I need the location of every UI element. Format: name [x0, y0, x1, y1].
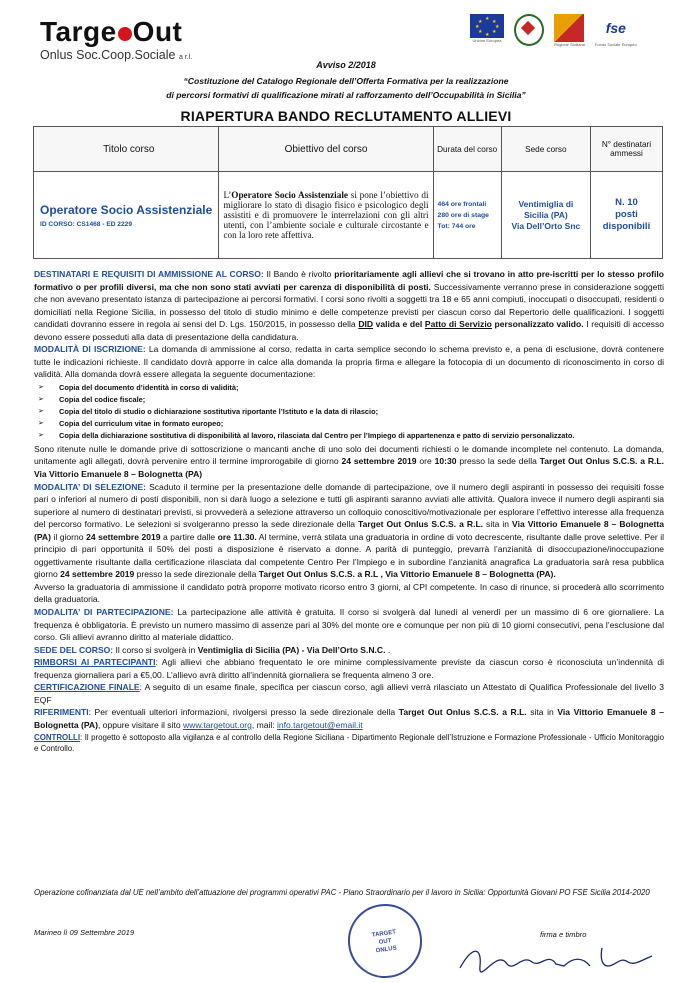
duration-stage: 280 ore di stage — [437, 211, 489, 219]
header-obiettivo: Obiettivo del corso — [219, 127, 433, 172]
nullita-text-1: Sono ritenute nulle le domande prive di sottoscrizione o mancanti anche di uno solo dei documenti richiesti o le domande incomplete nel contenuto. La domanda, unitamente agli allegati, dovrà pervenire entro il termine improrogabile di giorno — [34, 443, 664, 467]
logo-brand-post: Out — [132, 16, 183, 47]
table-row — [34, 172, 663, 259]
documents-list — [34, 383, 664, 441]
page-title: RIAPERTURA BANDO RECLUTAMENTO ALLIEVI — [180, 108, 512, 124]
certificazione-label: CERTIFICAZIONE FINALE — [34, 682, 140, 693]
rimborsi-label: RIMBORSI AI PARTECIPANTI — [34, 657, 156, 668]
duration-frontali: 464 ore frontali — [437, 200, 487, 208]
iscrizione-label: MODALITÀ DI ISCRIZIONE: — [34, 344, 146, 355]
stamp-line-3: ONLUS — [375, 945, 398, 955]
handwritten-signature — [452, 936, 662, 976]
italian-republic-logo — [514, 14, 544, 46]
deadline-time: 10:30 — [434, 456, 457, 467]
selezione-label: MODALITA’ DI SELEZIONE: — [34, 481, 146, 492]
sede-line-1: Ventimiglia di — [518, 198, 574, 209]
partecipazione-text: La partecipazione alle attività è gratuita. Il corso si svolgerà dal lunedì al venerdì per un massimo di 6 ore giornaliere. La frequenza è obbligatoria. È previsto un numero massimo di assenze pari al 30% del monte ore e comunque per non più di 10 giorni consecutivi, pena l’esclusione dal corso. Gli allievi avranno diritto al materiale didattico. — [34, 607, 664, 643]
selezione-bold-2: Via Vittorio Emanuele 8 – Bolognetta (PA) — [34, 519, 665, 542]
announcement-body — [34, 268, 664, 754]
selezione-text-5: Al termine, verrà stilata una graduatoria in ordine di voto decrescente, risultante dalle prove selettive. Per il principio di pari opportunità il 50% dei posti a disposizione è riservato a donne. A parità di punteggio, prevarrà l’anzianità di disoccupazione/inoccupazione oggettivamente risultante dalla certificazione rilasciata dal competente Centro Per l’Impiego e in subordine l’anzianità anagrafica La graduatoria sarà resa pubblica giorno — [34, 531, 664, 580]
riferimenti-bold-1: Target Out Onlus S.C.S. a R.L. — [398, 707, 527, 718]
selezione-bold-6: Target Out Onlus S.C.S. a R.L , Via Vittorio Emanuele 8 – Bolognetta (PA). — [258, 569, 556, 580]
logo-brand-pre: Targe — [40, 16, 117, 47]
section-controlli — [34, 732, 664, 754]
stamp-line-1: TARGET — [371, 929, 397, 939]
sicily-region-emblem-icon — [554, 14, 584, 42]
section-destinatari — [34, 268, 664, 343]
sicily-region-logo — [554, 14, 585, 47]
cell-posti — [590, 172, 662, 259]
place-date: Marineo lì 09 Settembre 2019 — [34, 928, 135, 937]
sede-label: SEDE DEL CORSO: — [34, 644, 114, 655]
objective-text: si pone l’obiettivo di migliorare lo stato di disagio fisico e psicologico degli assistiti e di promuovere le interrelazioni con gli altri utenti, con l’ambiente sociale e culturale circostante e con la loro rete affettiva. — [223, 190, 429, 240]
course-table — [33, 126, 663, 259]
course-title: Operatore Socio Assistenziale — [40, 202, 213, 217]
certificazione-text: : A seguito di un esame finale, specifica per ciascun corso, agli allievi verrà rilasciato un Attestato di Qualifica Professionale del livello 3 EQF — [34, 682, 664, 705]
controlli-text: : Il progetto è sottoposto alla vigilanza e al controllo della Regione Siciliana - Dipartimento Regionale dell’Istruzione e Formazione Professionale - Ufficio Monitoraggio e Controllo. — [34, 732, 664, 753]
duration-total: Tot: 744 ore — [437, 222, 476, 230]
section-sede — [34, 644, 664, 657]
signature-label: firma e timbro — [540, 930, 587, 939]
sede-bold: Ventimiglia di Sicilia (PA) - Via Dell’Orto S.N.C. — [197, 644, 386, 655]
header-durata: Durata del corso — [433, 127, 501, 172]
section-rimborsi — [34, 656, 664, 681]
table-header-row — [34, 127, 663, 172]
stamp-text — [349, 925, 422, 959]
list-item: ➢ Copia della dichiarazione sostitutiva di disponibilità al lavoro, rilasciata dal Centro per l’Impiego di appartenenza e patto di servizio personalizzato. — [34, 431, 664, 441]
selezione-bold-1: Target Out Onlus S.C.S. a R.L. — [358, 519, 484, 530]
eu-flag-icon: ★ ★ ★ ★ ★ ★ ★ ★ — [470, 14, 504, 38]
selezione-bold-3: 24 settembre 2019 — [86, 531, 161, 542]
riferimenti-text-1: : Per eventuali ulteriori informazioni, rivolgersi presso la sede direzionale della — [88, 707, 399, 718]
cell-duration — [433, 172, 501, 259]
operazione-note: Operazione cofinanziata dal UE nell’ambito dell’attuazione dei programmi operativi PAC - Piano Straordinario per il lavoro in Sicilia: Opportunità Giovani PO FSE Sicilia 2014-2020 — [34, 888, 650, 897]
italian-republic-emblem-icon — [514, 14, 544, 46]
cell-objective — [219, 172, 433, 259]
objective-bold: Operatore Socio Assistenziale — [231, 190, 348, 200]
iscrizione-text: La domanda di ammissione al corso, redatta in carta semplice secondo lo schema previsto e, a pena di esclusione, dovrà contenere tutte le indicazioni richieste. Il candidato dovrà apporre in calce alla domanda la propria firma e allegare la fotocopia di un documento di riconoscimento in corso di validità. Alla domanda dovrà essere allegata la seguente documentazione: — [34, 344, 664, 380]
riferimenti-text-4: , mail: — [251, 719, 278, 730]
nullita-sede: Target Out Onlus S.C.S. a R.L. Via Vittorio Emanuele 8 – Bolognetta (PA) — [34, 456, 665, 480]
section-selezione — [34, 481, 664, 581]
selezione-text-6: presso la sede direzionale della — [134, 569, 259, 580]
header-destinatari: N° destinatari ammessi — [590, 127, 662, 172]
sede-text-2: . — [385, 644, 391, 655]
website-link[interactable]: www.targetout.org — [182, 719, 252, 730]
company-stamp — [343, 899, 427, 983]
section-certificazione — [34, 681, 664, 706]
selezione-text-1: Scaduto il termine per la presentazione delle domande di partecipazione, ove il numero degli aspiranti in possesso dei requisiti fosse pari o inferiori al numero di posti disponibili, non si darà luogo a selezione e tutti gli aspiranti saranno avviati alle attività. Qualora invece il numero degli aspiranti sia superiore al numero di destinatari previsti, si provvederà a selezione attraverso un colloquio conoscitivo/motivazionale per esplorare l’effettivo interesse alla frequenza del percorso formativo. Le selezioni si svolgeranno presso la sede direzionale della — [34, 481, 664, 530]
nullita-text-2: ore — [416, 456, 435, 467]
selezione-text-3: il giorno — [50, 531, 87, 542]
list-item: ➢ Copia del documento d’identità in corso di validità; — [34, 383, 664, 393]
section-nullita — [34, 443, 664, 481]
subtitle-line-2: di percorsi formativi di qualificazione mirati al rafforzamento dell’Occupabilità in Sicilia” — [166, 90, 526, 100]
institutional-logos — [470, 14, 680, 54]
nullita-text-3: presso la sede della — [456, 456, 540, 467]
destinatari-text-2: Successivamente verranno prese in considerazione soggetti che non avevano presentato istanza di partecipazione ai percorsi formativi. I corsi sono rivolti a soggetti tra 18 e 65 anni compiuti, inoccupati o disoccupati, residenti o domiciliati nella Regione Sicilia, in possesso del titolo di studio minimo e delle competenze previsti per ciascun corso dal Repertorio delle qualificazioni. I soggetti candidati dovranno essere in regola ai sensi del D. Lgs. 150/2015, in possesso della — [34, 281, 664, 330]
section-ricorso: Avverso la graduatoria di ammissione il candidato potrà proporre motivato ricorso entro 3 giorni, al CPI competente. In caso di rinunce, si procederà allo scorrimento della graduatoria. — [34, 581, 664, 605]
selezione-text-4: a partire dalle — [160, 531, 218, 542]
sede-line-2: Sicilia (PA) — [523, 209, 568, 220]
sede-line-3: Via Dell’Orto Snc — [511, 220, 581, 231]
riferimenti-label: RIFERIMENTI — [34, 707, 89, 718]
avviso-label: Avviso 2/2018 — [316, 60, 376, 70]
riferimenti-text-2: sita in — [526, 707, 558, 718]
objective-pre: L’ — [223, 190, 232, 200]
list-item: ➢ Copia del titolo di studio o dichiarazione sostitutiva riportante l’Istituto e la data di rilascio; — [34, 407, 664, 417]
controlli-label: CONTROLLI — [34, 732, 81, 742]
email-link[interactable]: info.targetout@email.it — [277, 719, 363, 730]
section-iscrizione — [34, 343, 664, 381]
fse-logo — [595, 14, 637, 47]
deadline-date: 24 settembre 2019 — [341, 456, 417, 467]
posti-line-3: disponibili — [602, 221, 651, 232]
header-titolo: Titolo corso — [34, 127, 219, 172]
destinatari-bold-1: prioritariamente agli allievi che si trovano in atto pre-iscritti per lo stesso profilo formativo o per profili diversi, ma che non sono stati avviati per carenza di disponibilità di posti. — [34, 269, 664, 292]
destinatari-valida: valida e del — [373, 319, 425, 330]
posti-line-1: N. 10 — [615, 197, 638, 208]
eu-flag-logo — [470, 14, 504, 43]
selezione-bold-5: 24 settembre 2019 — [60, 569, 135, 580]
cell-course-title — [34, 172, 219, 259]
stamp-line-2: OUT — [378, 938, 392, 946]
logo-subtitle-small: a r.l. — [178, 54, 193, 61]
logo-subtitle-text: Onlus Soc.Coop.Sociale — [40, 48, 176, 62]
course-id: ID CORSO: CS1468 - ED 2229 — [40, 220, 132, 228]
subtitle-line-1: “Costituzione del Catalogo Regionale dell’Offerta Formativa per la realizzazione — [183, 76, 509, 86]
destinatari-text-1: Il Bando è rivolto — [263, 269, 335, 279]
header-sede: Sede corso — [501, 127, 590, 172]
section-riferimenti — [34, 706, 664, 731]
selezione-bold-4: ore 11.30. — [217, 531, 257, 542]
section-partecipazione — [34, 606, 664, 644]
posti-line-2: posti — [615, 209, 638, 220]
rimborsi-text: : Agli allievi che abbiano frequentato le ore minime complessivamente previste da ciascun corso è riconosciuta un’indennità di frequenza giornaliera pari a €5,00. L’allievo avrà diritto all’indennità giornaliera se frequenta almeno 3 ore. — [34, 657, 664, 680]
cell-sede — [501, 172, 590, 259]
sicily-region-caption: Regione Siciliana — [554, 42, 585, 47]
logo-brand — [40, 18, 240, 46]
list-item: ➢ Copia del curriculum vitae in formato europeo; — [34, 419, 664, 429]
fse-logo-icon: fse — [605, 20, 626, 36]
sede-text-1: Il corso si svolgerà in — [113, 644, 198, 655]
fse-caption: Fondo Sociale Europeo — [594, 42, 637, 47]
destinatari-label: DESTINATARI E REQUISITI DI AMMISSIONE AL CORSO: — [34, 269, 264, 279]
logo-red-dot-icon — [118, 27, 132, 41]
eu-flag-caption: Unione Europea — [472, 38, 502, 43]
riferimenti-text-3: , oppure visitare il sito — [97, 719, 183, 730]
list-item: ➢ Copia del codice fiscale; — [34, 395, 664, 405]
did-link: DID — [358, 319, 374, 330]
patto-servizio: Patto di Servizio — [424, 319, 492, 330]
partecipazione-label: MODALITA’ DI PARTECIPAZIONE: — [34, 607, 174, 618]
destinatari-personalizzato: personalizzato valido. — [491, 319, 584, 330]
riferimenti-bold-2: Via Vittorio Emanuele 8 – Bolognetta (PA) — [34, 707, 665, 730]
selezione-text-2: sita in — [483, 519, 513, 530]
destinatari-text-3: I requisiti di accesso devono essere posseduti alla data di presentazione della candidatura. — [34, 319, 664, 342]
